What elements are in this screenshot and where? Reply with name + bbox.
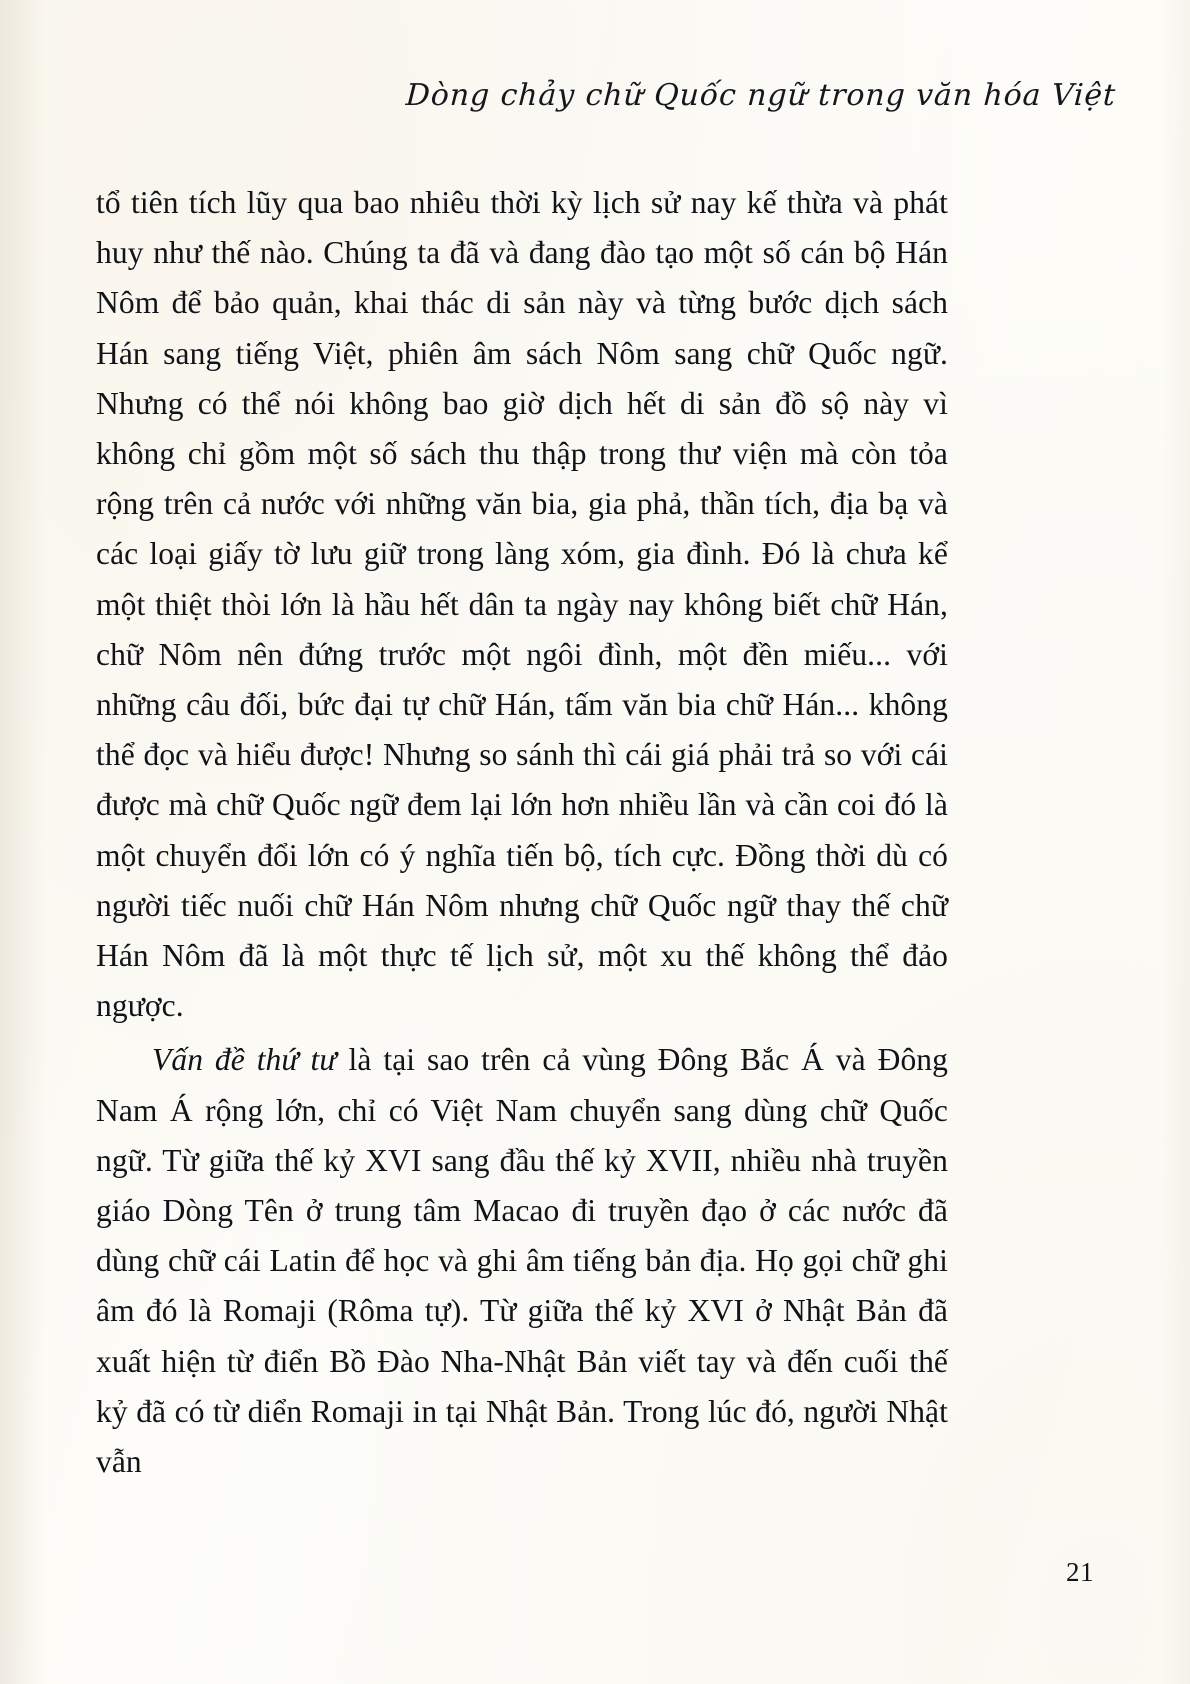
- page-number: 21: [1066, 1557, 1094, 1587]
- lead-italic-phrase: Vấn đề thứ tư: [152, 1042, 337, 1078]
- body-paragraph-1: tổ tiên tích lũy qua bao nhiêu thời kỳ lịch sử nay kế thừa và phát huy như thế nào. Chúng ta đã và đang đào tạo một số cán bộ Hán Nôm để bảo quản, khai thác di sản này và từng bước dịch sách Hán sang tiếng Việt, phiên âm sách Nôm sang chữ Quốc ngữ. Nhưng có thể nói không bao giờ dịch hết di sản đồ sộ này vì không chỉ gồm một số sách thu thập trong thư viện mà còn tỏa rộng trên cả nước với những văn bia, gia phả, thần tích, địa bạ và các loại giấy tờ lưu giữ trong làng xóm, gia đình. Đó là chưa kể một thiệt thòi lớn là hầu hết dân ta ngày nay không biết chữ Hán, chữ Nôm nên đứng trước một ngôi đình, một đền miếu... với những câu đối, bức đại tự chữ Hán, tấm văn bia chữ Hán... không thể đọc và hiểu được! Nhưng so sánh thì cái giá phải trả so với cái được mà chữ Quốc ngữ đem lại lớn hơn nhiều lần và cần coi đó là một chuyển đổi lớn có ý nghĩa tiến bộ, tích cực. Đồng thời dù có người tiếc nuối chữ Hán Nôm nhưng chữ Quốc ngữ thay thế chữ Hán Nôm đã là một thực tế lịch sử, một xu thế không thể đảo ngược.: [96, 185, 948, 1024]
- body-paragraph-2: [96, 1035, 948, 1487]
- page-body: [96, 178, 948, 1487]
- running-head: Dòng chảy chữ Quốc ngữ trong văn hóa Việt: [404, 78, 1117, 113]
- body-paragraph-2-text: là tại sao trên cả vùng Đông Bắc Á và Đông Nam Á rộng lớn, chỉ có Việt Nam chuyển sang dùng chữ Quốc ngữ. Từ giữa thế kỷ XVI sang đầu thế kỷ XVII, nhiều nhà truyền giáo Dòng Tên ở trung tâm Macao đi truyền đạo ở các nước đã dùng chữ cái Latin để học và ghi âm tiếng bản địa. Họ gọi chữ ghi âm đó là Romaji (Rôma tự). Từ giữa thế kỷ XVI ở Nhật Bản đã xuất hiện từ điển Bồ Đào Nha-Nhật Bản viết tay và đến cuối thế kỷ đã có từ diển Romaji in tại Nhật Bản. Trong lúc đó, người Nhật vẫn: [96, 1042, 948, 1480]
